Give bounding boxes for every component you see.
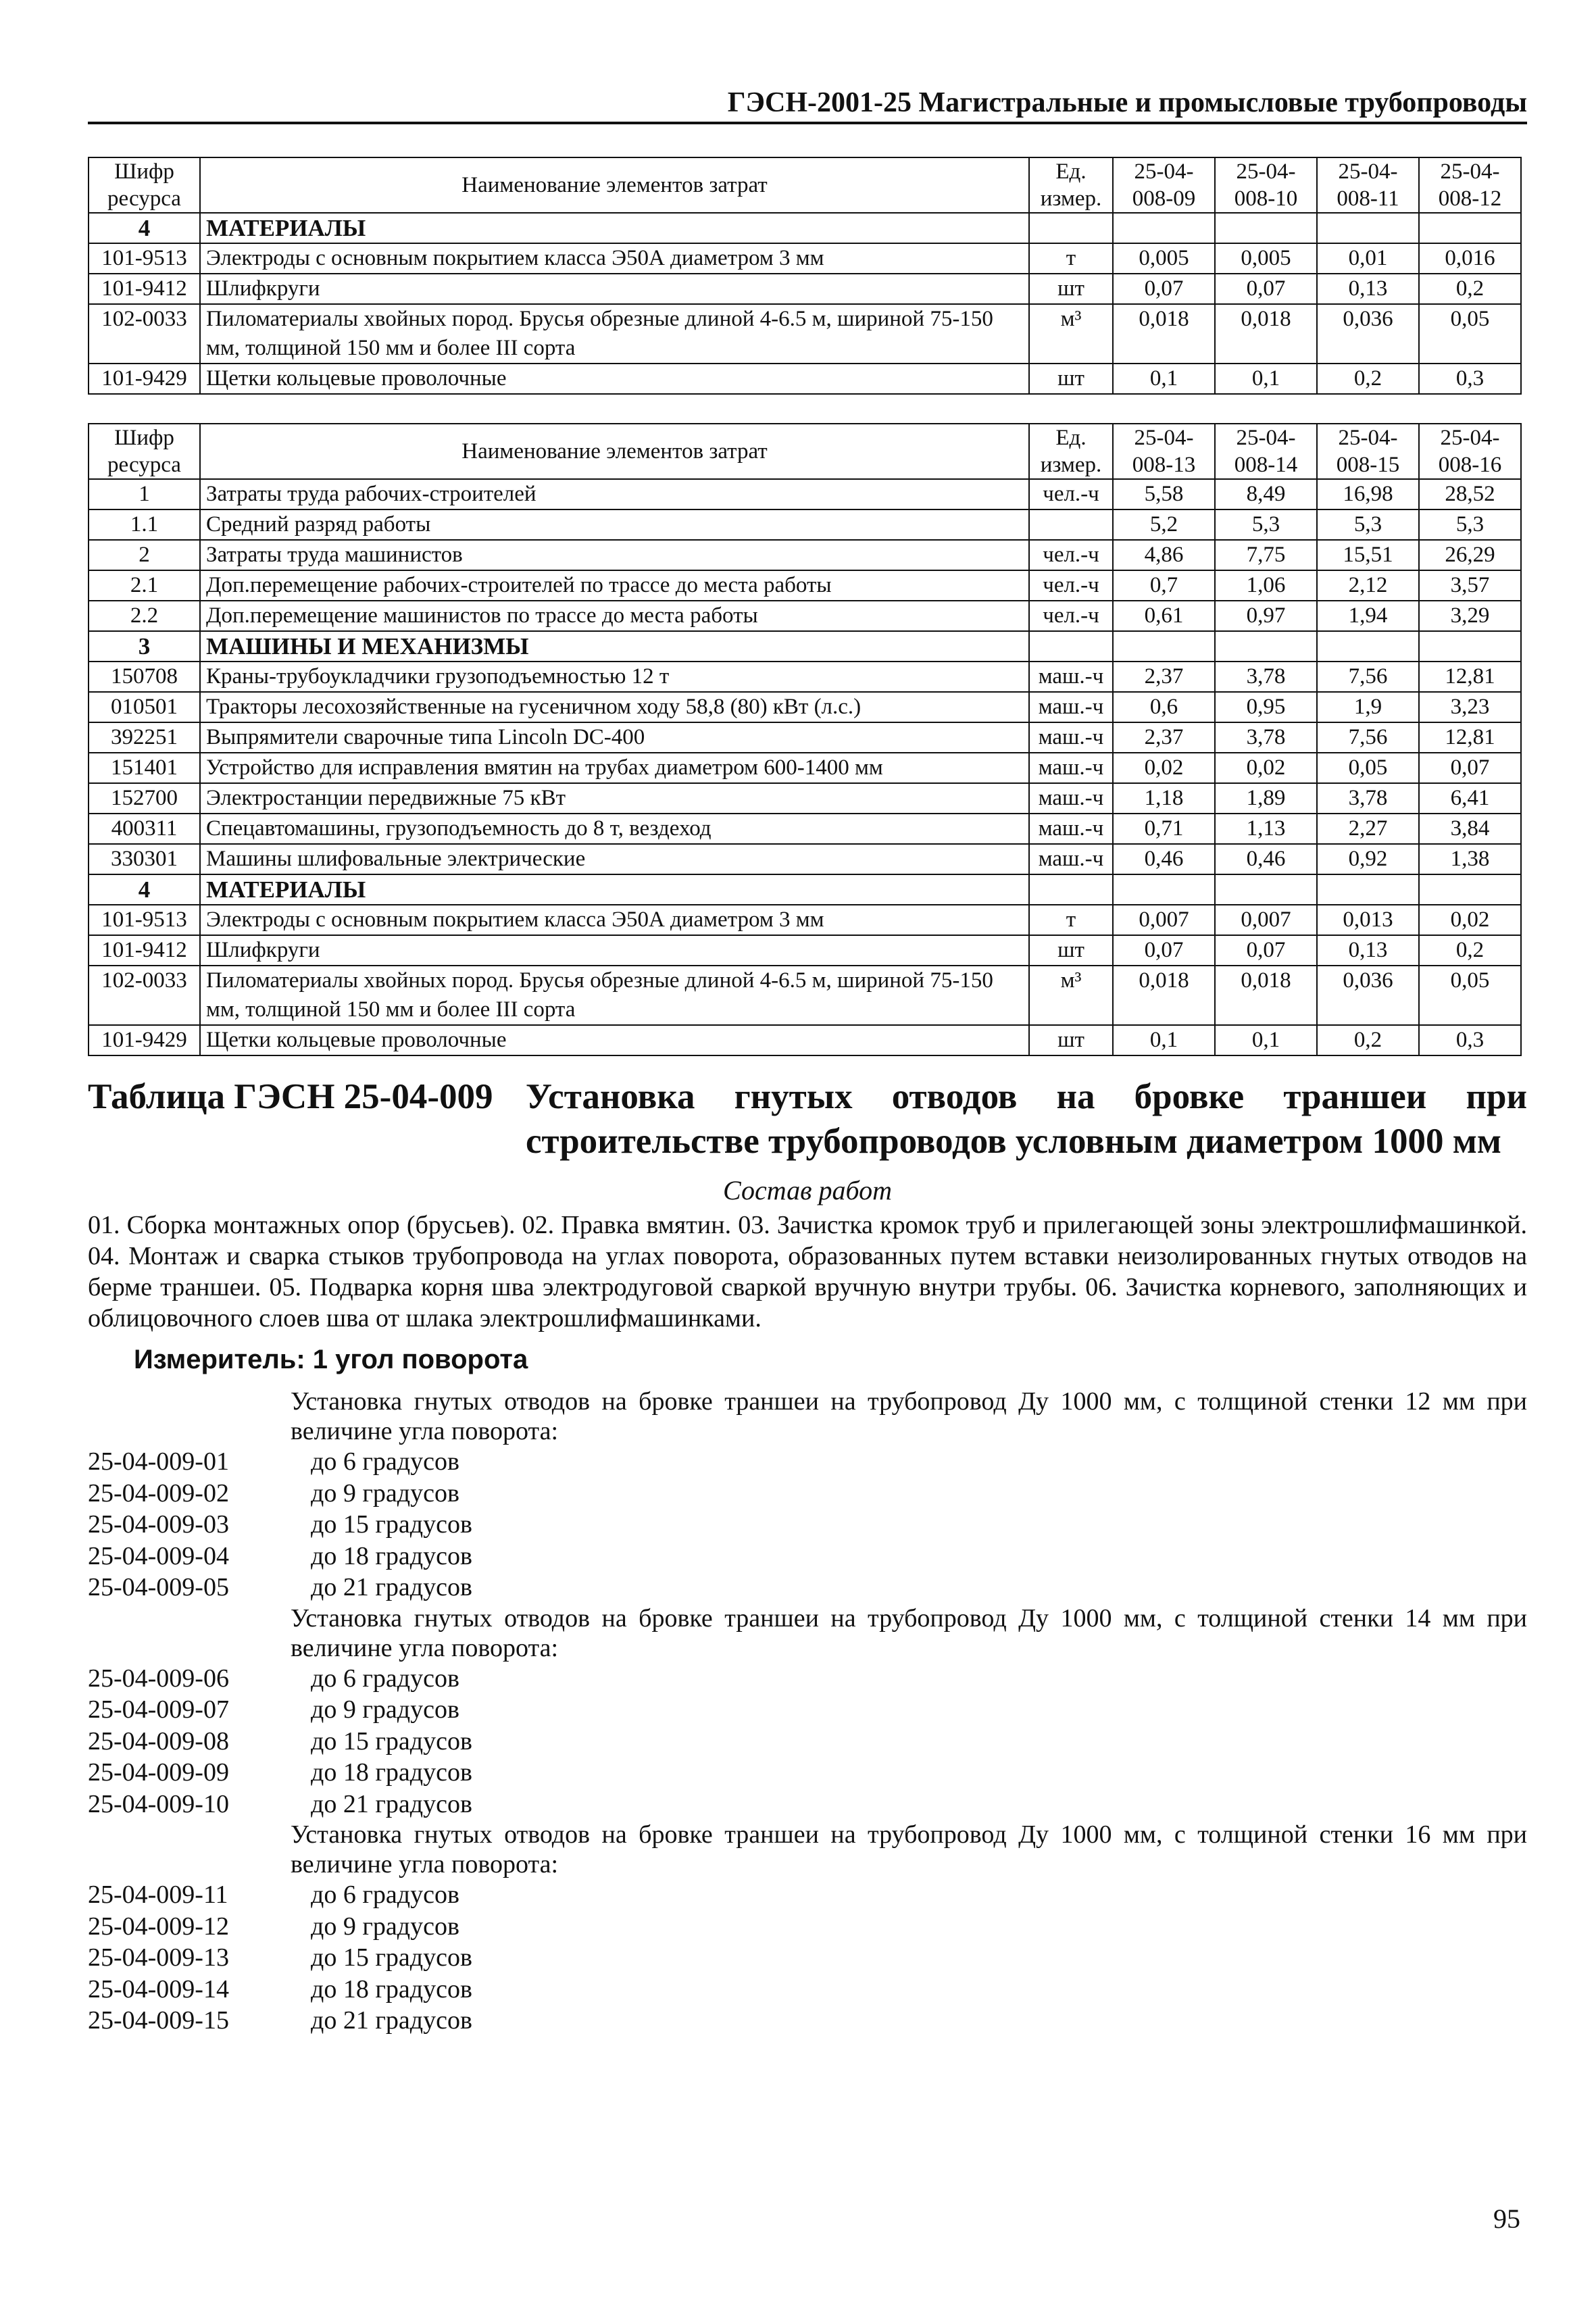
unit-cell: чел.-ч: [1029, 601, 1113, 631]
resource-name-cell: Краны-трубоукладчики грузоподъемностью 12 т: [200, 662, 1029, 692]
value-cell: 0,2: [1419, 274, 1521, 304]
norm-code: 25-04-009-04: [88, 1541, 229, 1570]
value-cell: [1419, 874, 1521, 905]
resource-code-cell: 010501: [89, 692, 200, 722]
resource-name-cell: Шлифкруги: [200, 274, 1029, 304]
resource-name-cell: Щетки кольцевые проволочные: [200, 1025, 1029, 1055]
norm-label: до 15 градусов: [311, 1510, 472, 1539]
group-description: Установка гнутых отводов на бровке траншеи на трубопровод Ду 1000 мм, с толщиной стенки 16 мм при величине угла поворота:: [291, 1820, 1527, 1878]
col-value-header: 25-04-008-12: [1419, 157, 1521, 213]
value-cell: 0,1: [1113, 364, 1215, 394]
table-row: [89, 304, 1521, 364]
value-cell: 26,29: [1419, 540, 1521, 570]
value-cell: 0,2: [1317, 364, 1419, 394]
value-cell: 2,27: [1317, 814, 1419, 844]
value-cell: 0,92: [1317, 844, 1419, 874]
value-cell: [1113, 631, 1215, 662]
value-cell: 0,07: [1215, 274, 1317, 304]
norm-code: 25-04-009-08: [88, 1726, 229, 1756]
table-number: Таблица ГЭСН 25-04-009: [88, 1077, 493, 1116]
norm-label: до 6 градусов: [311, 1881, 459, 1909]
resource-name-cell: Электроды с основным покрытием класса Э50А диаметром 3 мм: [200, 243, 1029, 274]
norm-label: до 9 градусов: [311, 1912, 459, 1941]
value-cell: 0,018: [1113, 304, 1215, 364]
value-cell: 6,41: [1419, 783, 1521, 814]
table-body: [89, 479, 1521, 1055]
resource-code-cell: 101-9412: [89, 274, 200, 304]
list-item: [88, 1789, 1527, 1820]
unit-cell: чел.-ч: [1029, 570, 1113, 601]
resource-code-cell: 102-0033: [89, 966, 200, 1025]
norm-code: 25-04-009-09: [88, 1758, 229, 1787]
value-cell: 0,1: [1113, 1025, 1215, 1055]
table-body: [89, 213, 1521, 394]
list-item: [88, 1757, 1527, 1789]
resource-code-cell: 150708: [89, 662, 200, 692]
value-cell: 7,75: [1215, 540, 1317, 570]
list-item: [88, 1974, 1527, 2006]
norm-label: до 21 градусов: [311, 1789, 472, 1818]
measure-unit: Измеритель: 1 угол поворота: [134, 1345, 528, 1374]
list-item: [88, 2005, 1527, 2037]
col-value-header: 25-04-008-09: [1113, 157, 1215, 213]
resource-code-cell: 101-9513: [89, 243, 200, 274]
norm-code: 25-04-009-07: [88, 1695, 229, 1724]
norm-code: 25-04-009-10: [88, 1789, 229, 1818]
norm-code: 25-04-009-14: [88, 1974, 229, 2003]
cost-table-b: [88, 423, 1522, 1056]
resource-name-cell: Электростанции передвижные 75 кВт: [200, 783, 1029, 814]
value-cell: [1317, 213, 1419, 243]
unit-cell: [1029, 213, 1113, 243]
col-unit-header: Ед. измер.: [1029, 157, 1113, 213]
norm-code: 25-04-009-13: [88, 1943, 229, 1972]
value-cell: [1419, 213, 1521, 243]
col-name-header: Наименование элементов затрат: [200, 157, 1029, 213]
norm-label: до 18 градусов: [311, 1541, 472, 1570]
section-row: [89, 631, 1521, 662]
norm-code: 25-04-009-06: [88, 1664, 229, 1693]
value-cell: [1317, 631, 1419, 662]
value-cell: 3,78: [1215, 662, 1317, 692]
value-cell: 4,86: [1113, 540, 1215, 570]
value-cell: 7,56: [1317, 722, 1419, 753]
group-description: Установка гнутых отводов на бровке траншеи на трубопровод Ду 1000 мм, с толщиной стенки 12 мм при величине угла поворота:: [291, 1387, 1527, 1445]
value-cell: 12,81: [1419, 722, 1521, 753]
value-cell: 5,3: [1317, 509, 1419, 540]
resource-code-cell: 101-9513: [89, 905, 200, 935]
value-cell: 0,3: [1419, 1025, 1521, 1055]
value-cell: 1,38: [1419, 844, 1521, 874]
value-cell: 0,05: [1419, 304, 1521, 364]
norm-label: до 6 градусов: [311, 1447, 459, 1476]
norm-label: до 6 градусов: [311, 1664, 459, 1693]
value-cell: 2,12: [1317, 570, 1419, 601]
value-cell: 5,3: [1419, 509, 1521, 540]
unit-cell: т: [1029, 905, 1113, 935]
value-cell: 3,84: [1419, 814, 1521, 844]
value-cell: [1215, 874, 1317, 905]
norm-code: 25-04-009-03: [88, 1510, 229, 1539]
value-cell: 0,036: [1317, 966, 1419, 1025]
resource-name-cell: Пиломатериалы хвойных пород. Брусья обрезные длиной 4-6.5 м, шириной 75-150 мм, толщиной 150 мм и более III сорта: [200, 304, 1029, 364]
norm-label: до 18 градусов: [311, 1758, 472, 1787]
value-cell: 0,07: [1215, 935, 1317, 966]
unit-cell: шт: [1029, 1025, 1113, 1055]
value-cell: 16,98: [1317, 479, 1419, 509]
value-cell: 0,036: [1317, 304, 1419, 364]
value-cell: 0,61: [1113, 601, 1215, 631]
table-row: [89, 479, 1521, 509]
resource-name-cell: Средний разряд работы: [200, 509, 1029, 540]
table-row: [89, 662, 1521, 692]
value-cell: [1419, 631, 1521, 662]
norm-code: 25-04-009-15: [88, 2006, 229, 2035]
resource-code-cell: 330301: [89, 844, 200, 874]
value-cell: 0,7: [1113, 570, 1215, 601]
col-value-header: 25-04-008-16: [1419, 424, 1521, 479]
value-cell: 2,37: [1113, 722, 1215, 753]
table-row: [89, 540, 1521, 570]
unit-cell: м³: [1029, 966, 1113, 1025]
value-cell: 7,56: [1317, 662, 1419, 692]
resource-code-cell: 101-9429: [89, 364, 200, 394]
norm-code: 25-04-009-01: [88, 1447, 229, 1476]
value-cell: 8,49: [1215, 479, 1317, 509]
value-cell: 28,52: [1419, 479, 1521, 509]
value-cell: 0,007: [1215, 905, 1317, 935]
col-value-header: 25-04-008-11: [1317, 157, 1419, 213]
resource-code-cell: 101-9412: [89, 935, 200, 966]
value-cell: 0,02: [1113, 753, 1215, 783]
list-item: [88, 1572, 1527, 1603]
resource-name-cell: Доп.перемещение машинистов по трассе до места работы: [200, 601, 1029, 631]
value-cell: 0,007: [1113, 905, 1215, 935]
resource-code-cell: 400311: [89, 814, 200, 844]
table-header-row: [89, 157, 1521, 213]
table-caption: [88, 1074, 1527, 1164]
list-item: [88, 1911, 1527, 1943]
norm-label: до 15 градусов: [311, 1726, 472, 1756]
unit-cell: чел.-ч: [1029, 540, 1113, 570]
norm-label: до 9 градусов: [311, 1478, 459, 1508]
resource-code-cell: 101-9429: [89, 1025, 200, 1055]
col-unit-header: Ед. измер.: [1029, 424, 1113, 479]
value-cell: 0,07: [1419, 753, 1521, 783]
table-row: [89, 509, 1521, 540]
resource-code-cell: 392251: [89, 722, 200, 753]
resource-name-cell: Затраты труда машинистов: [200, 540, 1029, 570]
value-cell: 0,13: [1317, 935, 1419, 966]
table-row: [89, 722, 1521, 753]
resource-name-cell: Электроды с основным покрытием класса Э50А диаметром 3 мм: [200, 905, 1029, 935]
value-cell: [1215, 631, 1317, 662]
value-cell: 1,94: [1317, 601, 1419, 631]
table-row: [89, 753, 1521, 783]
unit-cell: маш.-ч: [1029, 844, 1113, 874]
value-cell: 3,57: [1419, 570, 1521, 601]
value-cell: 5,2: [1113, 509, 1215, 540]
norm-label: до 21 градусов: [311, 2006, 472, 2035]
unit-cell: [1029, 509, 1113, 540]
resource-name-cell: Пиломатериалы хвойных пород. Брусья обрезные длиной 4-6.5 м, шириной 75-150 мм, толщиной 150 мм и более III сорта: [200, 966, 1029, 1025]
value-cell: 0,97: [1215, 601, 1317, 631]
resource-name-cell: МАШИНЫ И МЕХАНИЗМЫ: [200, 631, 1029, 662]
value-cell: 0,6: [1113, 692, 1215, 722]
resource-name-cell: Щетки кольцевые проволочные: [200, 364, 1029, 394]
value-cell: 0,13: [1317, 274, 1419, 304]
value-cell: 0,05: [1419, 966, 1521, 1025]
works-description: 01. Сборка монтажных опор (брусьев). 02. Правка вмятин. 03. Зачистка кромок труб и прилегающей зоны электрошлифмашинкой. 04. Монтаж и сварка стыков трубопровода на углах поворота, образованных путем вставки неизолированных гнутых отводов на берме траншеи. 05. Подварка корня шва электродуговой сваркой вручную внутри трубы. 06. Зачистка корневого, заполняющих и облицовочного слоев шва от шлака электрошлифмашинками.: [88, 1211, 1527, 1333]
unit-cell: шт: [1029, 935, 1113, 966]
value-cell: 0,018: [1215, 304, 1317, 364]
value-cell: 5,58: [1113, 479, 1215, 509]
table-row: [89, 783, 1521, 814]
list-item: [88, 1879, 1527, 1911]
unit-cell: маш.-ч: [1029, 722, 1113, 753]
value-cell: 0,1: [1215, 364, 1317, 394]
resource-name-cell: Спецавтомашины, грузоподъемность до 8 т, вездеход: [200, 814, 1029, 844]
value-cell: 0,3: [1419, 364, 1521, 394]
norm-code: 25-04-009-12: [88, 1912, 229, 1941]
value-cell: 0,02: [1419, 905, 1521, 935]
value-cell: 3,78: [1215, 722, 1317, 753]
value-cell: 3,78: [1317, 783, 1419, 814]
value-cell: 0,71: [1113, 814, 1215, 844]
list-item: [88, 1726, 1527, 1758]
resource-code-cell: 151401: [89, 753, 200, 783]
resource-code-cell: 152700: [89, 783, 200, 814]
value-cell: 0,01: [1317, 243, 1419, 274]
norm-label: до 9 градусов: [311, 1695, 459, 1724]
list-item: [88, 1942, 1527, 1974]
value-cell: 1,89: [1215, 783, 1317, 814]
value-cell: [1113, 213, 1215, 243]
resource-name-cell: Тракторы лесохозяйственные на гусеничном ходу 58,8 (80) кВт (л.с.): [200, 692, 1029, 722]
unit-cell: [1029, 631, 1113, 662]
value-cell: 0,02: [1215, 753, 1317, 783]
list-item: [88, 1663, 1527, 1695]
value-cell: [1215, 213, 1317, 243]
table-row: [89, 905, 1521, 935]
value-cell: 1,06: [1215, 570, 1317, 601]
unit-cell: шт: [1029, 274, 1113, 304]
unit-cell: [1029, 874, 1113, 905]
value-cell: 1,13: [1215, 814, 1317, 844]
table-row: [89, 935, 1521, 966]
value-cell: 5,3: [1215, 509, 1317, 540]
value-cell: 0,005: [1113, 243, 1215, 274]
resource-name-cell: Выпрямители сварочные типа Lincoln DC-400: [200, 722, 1029, 753]
unit-cell: шт: [1029, 364, 1113, 394]
norm-code: 25-04-009-05: [88, 1573, 229, 1601]
section-row: [89, 874, 1521, 905]
value-cell: 0,07: [1113, 935, 1215, 966]
table-row: [89, 966, 1521, 1025]
norm-groups: [88, 1387, 1527, 2037]
works-heading: Состав работ: [723, 1175, 892, 1205]
col-code-header: Шифр ресурса: [89, 157, 200, 213]
resource-code-cell: 3: [89, 631, 200, 662]
resource-code-cell: 1.1: [89, 509, 200, 540]
table-title: Установка гнутых отводов на бровке траншеи при строительстве трубопроводов условным диаметром 1000 мм: [526, 1077, 1527, 1161]
value-cell: 3,29: [1419, 601, 1521, 631]
value-cell: 0,2: [1317, 1025, 1419, 1055]
value-cell: 0,018: [1215, 966, 1317, 1025]
table-row: [89, 814, 1521, 844]
table-row: [89, 692, 1521, 722]
unit-cell: маш.-ч: [1029, 692, 1113, 722]
resource-name-cell: Устройство для исправления вмятин на трубах диаметром 600-1400 мм: [200, 753, 1029, 783]
norm-label: до 15 градусов: [311, 1943, 472, 1972]
table-row: [89, 274, 1521, 304]
value-cell: 0,2: [1419, 935, 1521, 966]
resource-name-cell: Машины шлифовальные электрические: [200, 844, 1029, 874]
value-cell: 0,005: [1215, 243, 1317, 274]
list-item: [88, 1478, 1527, 1510]
value-cell: 0,05: [1317, 753, 1419, 783]
value-cell: 1,18: [1113, 783, 1215, 814]
resource-name-cell: Доп.перемещение рабочих-строителей по трассе до места работы: [200, 570, 1029, 601]
value-cell: 0,46: [1215, 844, 1317, 874]
unit-cell: м³: [1029, 304, 1113, 364]
norm-group: [88, 1603, 1527, 1820]
value-cell: 0,07: [1113, 274, 1215, 304]
resource-code-cell: 1: [89, 479, 200, 509]
unit-cell: чел.-ч: [1029, 479, 1113, 509]
table-row: [89, 844, 1521, 874]
col-code-header: Шифр ресурса: [89, 424, 200, 479]
value-cell: 3,23: [1419, 692, 1521, 722]
value-cell: 0,46: [1113, 844, 1215, 874]
norm-group: [88, 1387, 1527, 1603]
value-cell: 12,81: [1419, 662, 1521, 692]
list-item: [88, 1541, 1527, 1572]
resource-code-cell: 102-0033: [89, 304, 200, 364]
norm-group: [88, 1820, 1527, 2037]
resource-name-cell: МАТЕРИАЛЫ: [200, 213, 1029, 243]
page-number: 95: [1493, 2204, 1520, 2234]
col-value-header: 25-04-008-15: [1317, 424, 1419, 479]
unit-cell: маш.-ч: [1029, 753, 1113, 783]
resource-code-cell: 4: [89, 874, 200, 905]
col-name-header: Наименование элементов затрат: [200, 424, 1029, 479]
value-cell: 2,37: [1113, 662, 1215, 692]
unit-cell: маш.-ч: [1029, 783, 1113, 814]
value-cell: [1317, 874, 1419, 905]
col-value-header: 25-04-008-13: [1113, 424, 1215, 479]
unit-cell: т: [1029, 243, 1113, 274]
table-header-row: [89, 424, 1521, 479]
norm-code: 25-04-009-11: [88, 1881, 228, 1909]
norm-label: до 21 градусов: [311, 1573, 472, 1601]
table-row: [89, 570, 1521, 601]
list-item: [88, 1446, 1527, 1478]
list-item: [88, 1694, 1527, 1726]
list-item: [88, 1509, 1527, 1541]
resource-name-cell: Затраты труда рабочих-строителей: [200, 479, 1029, 509]
resource-name-cell: Шлифкруги: [200, 935, 1029, 966]
running-header: ГЭСН-2001-25 Магистральные и промысловые трубопроводы: [88, 86, 1527, 124]
resource-code-cell: 4: [89, 213, 200, 243]
unit-cell: маш.-ч: [1029, 662, 1113, 692]
value-cell: 0,95: [1215, 692, 1317, 722]
value-cell: 0,016: [1419, 243, 1521, 274]
col-value-header: 25-04-008-10: [1215, 157, 1317, 213]
value-cell: 15,51: [1317, 540, 1419, 570]
unit-cell: маш.-ч: [1029, 814, 1113, 844]
col-value-header: 25-04-008-14: [1215, 424, 1317, 479]
value-cell: 0,018: [1113, 966, 1215, 1025]
value-cell: [1113, 874, 1215, 905]
table-row: [89, 601, 1521, 631]
resource-code-cell: 2.2: [89, 601, 200, 631]
table-row: [89, 364, 1521, 394]
norm-code: 25-04-009-02: [88, 1478, 229, 1508]
table-row: [89, 243, 1521, 274]
group-description: Установка гнутых отводов на бровке траншеи на трубопровод Ду 1000 мм, с толщиной стенки 14 мм при величине угла поворота:: [291, 1603, 1527, 1662]
table-row: [89, 1025, 1521, 1055]
norm-label: до 18 градусов: [311, 1974, 472, 2003]
resource-code-cell: 2: [89, 540, 200, 570]
value-cell: 0,013: [1317, 905, 1419, 935]
value-cell: 1,9: [1317, 692, 1419, 722]
resource-name-cell: МАТЕРИАЛЫ: [200, 874, 1029, 905]
value-cell: 0,1: [1215, 1025, 1317, 1055]
resource-code-cell: 2.1: [89, 570, 200, 601]
cost-table-a: [88, 157, 1522, 395]
section-row: [89, 213, 1521, 243]
